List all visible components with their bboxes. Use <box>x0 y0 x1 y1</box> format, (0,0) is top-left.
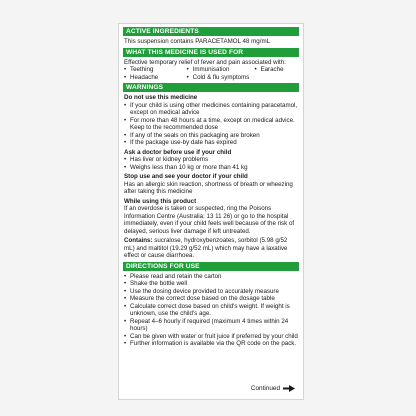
stop-use-heading: Stop use and see your doctor if your child <box>124 173 248 180</box>
list-item: • If the package use-by date has expired <box>124 139 298 147</box>
directions-header: DIRECTIONS FOR USE <box>123 262 299 271</box>
list-item: • Calculate correct dose based on child's weight. If weight is unknown, use the child's age. <box>124 303 298 318</box>
medicine-info-panel <box>118 23 304 400</box>
list-item: • For more than 48 hours at a time, except on medical advice. Keep to the recommended dose <box>124 117 298 132</box>
list-item: • Shake the bottle well <box>124 280 298 288</box>
used-for-item: • Teething <box>124 66 187 74</box>
while-using-heading: While using this product <box>124 197 197 205</box>
list-item: • If your child is using other medicines containing paracetamol, except on medical advice <box>124 102 298 117</box>
while-using-text: If an overdose is taken or suspected, ring the Poisons Information Centre (Australia: 13 11 26) or go to the hospital immediately, even if your child feels well because of the risk of delayed, serious liver damage if left untreated. <box>124 205 295 235</box>
list-item: • Weighs less than 10 kg or more than 41 kg <box>124 164 298 172</box>
continued-label: Continued <box>250 384 280 392</box>
do-not-use-list <box>124 102 298 147</box>
list-item: • Can be given with water or fruit juice if preferred by your child <box>124 333 298 341</box>
continued-footer <box>251 385 295 393</box>
directions-list <box>124 273 298 348</box>
do-not-use-heading: Do not use this medicine <box>124 94 198 101</box>
list-item: • Use the dosing device provided to accurately measure <box>124 288 298 296</box>
list-item: • Has liver or kidney problems <box>124 156 298 164</box>
list-item: • Please read and retain the carton <box>124 273 298 281</box>
used-for-item: • Cold & flu symptoms <box>187 74 298 82</box>
used-for-list <box>124 66 298 81</box>
stop-use-text: Has an allergic skin reaction, shortness of breath or wheezing after taking this medicine <box>124 180 293 195</box>
list-item: • Repeat 4–6 hourly if required (maximum 4 times within 24 hours) <box>124 318 298 333</box>
contains-text <box>124 237 298 260</box>
active-ingredients-text: This suspension contains PARACETAMOL 48 mg/mL <box>124 38 271 45</box>
ask-doctor-heading: Ask a doctor before use if your child <box>124 148 232 156</box>
used-for-item: • Earache <box>254 66 298 74</box>
warnings-header: WARNINGS <box>123 83 299 92</box>
used-for-intro: Effective temporary relief of fever and pain associated with: <box>124 58 286 66</box>
ask-doctor-list <box>124 156 298 171</box>
list-item: • If any of the seals on this packaging are broken <box>124 132 298 140</box>
used-for-item: • Headache <box>124 74 187 82</box>
used-for-header: WHAT THIS MEDICINE IS USED FOR <box>123 48 299 57</box>
list-item: • Further information is available via the QR code on the pack. <box>124 340 298 348</box>
list-item: • Measure the correct dose based on the dosage table <box>124 295 298 303</box>
used-for-item: • Immunisation <box>187 66 255 74</box>
contains-detail: sucralose, hydroxybenzoates, sorbitol (5.98 g/52 mL) and maltitol (19.29 g/52 mL) which may have a laxative effect or cause diarrhoea. <box>124 237 288 259</box>
contains-label: Contains: <box>124 237 153 244</box>
active-ingredients-header: ACTIVE INGREDIENTS <box>123 27 299 36</box>
right-arrow-icon <box>283 385 295 392</box>
